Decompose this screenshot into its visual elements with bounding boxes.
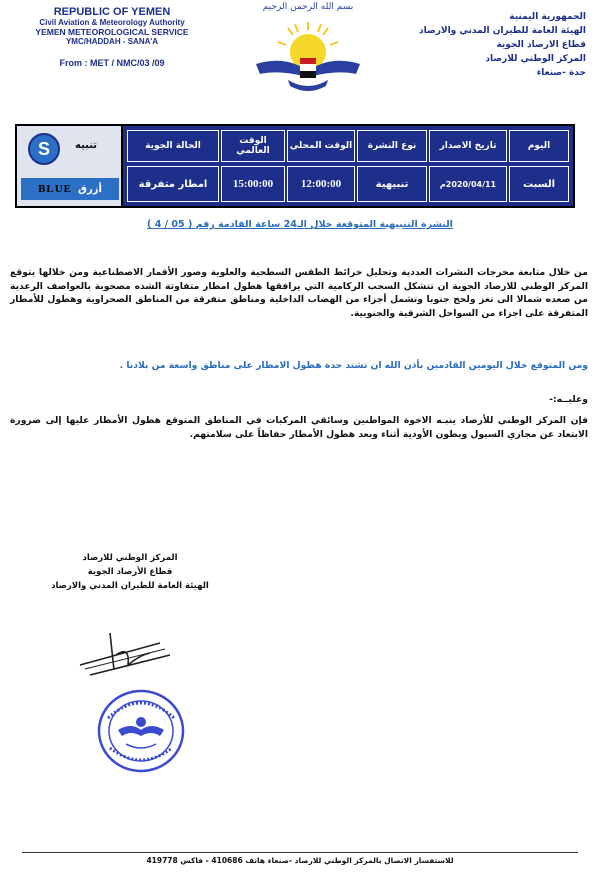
footer-contact: للاستفسار الاتصال بالمركز الوطني للارصاد -صنعاء هاتف 410686 - فاكس 419778 [146,856,454,865]
signature-block [50,551,210,593]
header-day: اليوم [509,130,569,162]
header-right-line: الجمهورية اليمنية [509,12,586,22]
official-stamp-icon [96,688,186,774]
alert-s-icon [27,132,61,166]
header-left [12,6,212,68]
header-center [248,2,368,116]
value-weather: امطار متفرقة [127,166,219,202]
header-issue-date: تاريخ الاصدار [429,130,507,162]
service-name: YEMEN METEOROLOGICAL SERVICE [35,27,189,37]
reference-number: From : MET / NMC/03 /09 [59,58,165,68]
header-weather: الحالة الجوية [127,130,219,162]
alert-label: تنبيه [75,140,98,151]
paragraph-warning: فإن المركز الوطني للأرصاد ينبـه الاخوة المواطنين وسائقي المركبات في المناطق المتوقع هطول الأمطار عليها إلى ضرورة الابتعاد عن مجاري السيول وبطون الأودية أثناء وبعد هطول الأمطار حفاظاً على سلامتهم. [10,415,588,440]
signature-line: المركز الوطني للارصاد [82,553,178,563]
alert-letter: S [37,139,51,159]
bulletin-title: النشرة التنبيهية المتوقعة خلال الـ24 ساعة القادمة رقم ( 05 / 4 ) [147,219,453,230]
country-name: REPUBLIC OF YEMEN [53,6,171,18]
header-utc-time: الوقت العالمي [221,130,285,162]
header-right-line: المركز الوطني للارصاد [485,54,586,64]
alert-level-en: BLUE [38,183,73,195]
header-right-line: حدة -صنعاء [536,68,586,78]
value-utc-time: 15:00:00 [221,166,285,202]
header-right-line: الهيئة العامة للطيران المدني والارصاد [419,26,586,36]
value-issue-date: 2020/04/11م [429,166,507,202]
signature-line: الهيئة العامة للطيران المدني والارصاد [51,581,209,591]
header-right [366,10,586,80]
location: YMC/HADDAH - SANA'A [65,37,159,46]
header-right-line: قطاع الارصاد الجوية [496,40,586,50]
paragraph-forecast: من خلال متابعة مخرجات النشرات العددية وتحليل خرائط الطقس السطحية والعلوية وصور الأقمار الاصطناعية ومن خلالها يتوقع المركز الوطني للارصاد الجوية ان تتشكل السحب الركامية التي يرافقها هطول امطار متفاوتة الشده مصحوبة بالعواصف الرعدية من صعده شمالا الى تعز ولحج جنوبا وتشمل أجزاء من الهضاب الداخلية ومناطق متفرقة من المناطق الصحراوية وهطول للأمطار المتفرقة على اجزاء من السواحل الشرقية والجنوبية. [10,267,588,319]
value-day: السبت [509,166,569,202]
basmala: بسم الله الرحمن الرحيم [262,2,354,12]
bulletin-info-table [15,124,575,208]
value-local-time: 12:00:00 [287,166,355,202]
alert-level-badge [21,178,119,200]
footer-divider [22,852,578,853]
paragraph-therefore: وعليــه:- [549,394,588,405]
signature-line: قطاع الأرصاد الجوية [87,567,173,577]
header-bulletin-type: نوع النشرة [357,130,427,162]
alert-level-box [17,126,123,206]
header-local-time: الوقت المحلي [287,130,355,162]
value-bulletin-type: تنبيهية [357,166,427,202]
authority-logo-icon [248,12,368,112]
authority-name: Civil Aviation & Meteorology Authority [39,18,185,27]
paragraph-outlook: ومن المتوقع خلال اليومين القادمين بأذن الله ان تشتد حدة هطول الامطار على مناطق واسعة من بلادنا . [119,360,588,371]
handwritten-signature-icon [70,625,180,685]
alert-level-ar: أزرق [78,183,102,195]
